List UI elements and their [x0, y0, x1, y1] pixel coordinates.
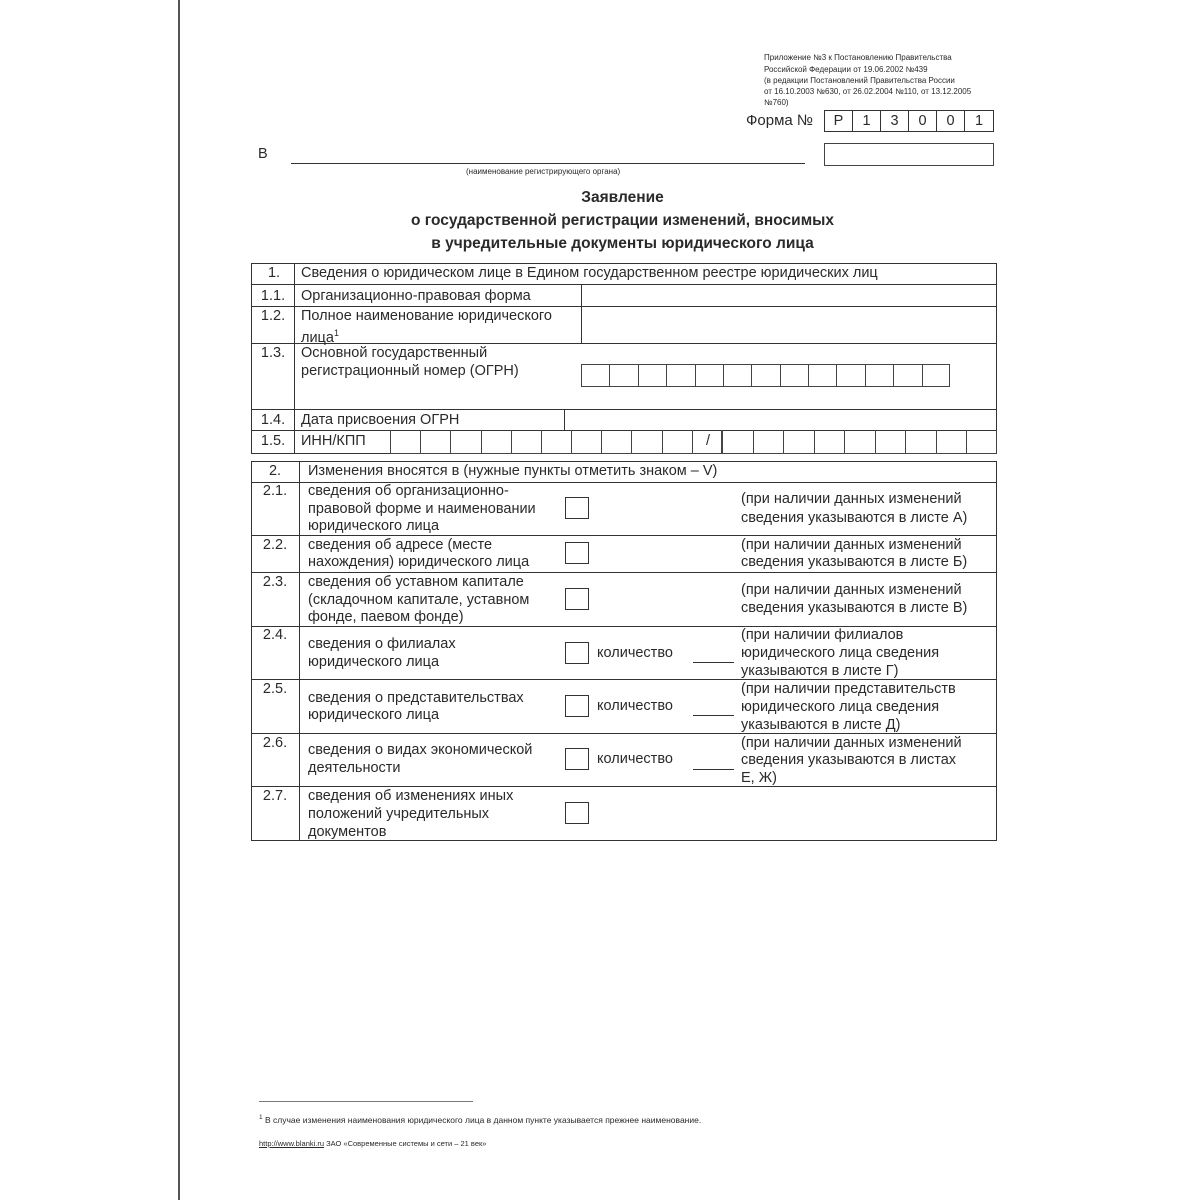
section2-row-line: [251, 786, 997, 787]
row-num: 2.2.: [262, 537, 288, 553]
change-desc: (складочном капитале, уставном: [308, 592, 530, 608]
appendix-line: Приложение №3 к Постановлению Правительства: [764, 53, 952, 62]
source-link[interactable]: http://www.blanki.ru: [259, 1139, 325, 1148]
form-title-line3: в учредительные документы юридического лица: [431, 235, 814, 252]
quantity-label: количество: [597, 751, 673, 767]
change-desc: сведения об организационно-: [308, 483, 509, 499]
change-desc: деятельности: [308, 760, 401, 776]
form-code-char: 3: [880, 110, 909, 132]
page-binding-line: [178, 0, 180, 1200]
char-cell[interactable]: [905, 430, 936, 454]
change-desc: сведения о представительствах: [308, 690, 524, 706]
change-note: сведения указываются в листе В): [741, 600, 968, 616]
char-cell[interactable]: [780, 364, 808, 387]
ogrn-label: Основной государственный: [301, 345, 488, 361]
appendix-line: Российской Федерации от 19.06.2002 №439: [764, 65, 928, 74]
section2-num: 2.: [268, 463, 282, 479]
authority-caption: (наименование регистрирующего органа): [466, 167, 621, 176]
checkbox-activities[interactable]: [565, 748, 589, 770]
checkbox-other[interactable]: [565, 802, 589, 824]
footnote: [259, 1112, 701, 1126]
change-desc: правовой форме и наименовании: [308, 501, 536, 517]
change-note: (при наличии данных изменений: [741, 537, 962, 553]
char-cell[interactable]: [875, 430, 906, 454]
change-desc: юридического лица: [308, 654, 440, 670]
change-desc: сведения об адресе (месте: [308, 537, 493, 553]
section2-num-divider: [299, 461, 300, 841]
char-cell[interactable]: [450, 430, 480, 454]
quantity-input-line[interactable]: [693, 662, 734, 663]
form-code-char: Р: [824, 110, 853, 132]
section1-row-line: [251, 343, 997, 344]
change-desc: юридического лица: [308, 518, 440, 534]
quantity-label: количество: [597, 645, 673, 661]
source-text: ЗАО «Современные системы и сети – 21 век»: [326, 1139, 487, 1148]
change-note: сведения указываются в листе Б): [741, 554, 968, 570]
kpp-input[interactable]: [722, 430, 997, 454]
footnote-mark: 1: [259, 1114, 263, 1121]
inn-kpp-separator: /: [706, 433, 711, 449]
section2-heading: Изменения вносятся в (нужные пункты отметить знаком – V): [308, 463, 718, 479]
change-note: (при наличии данных изменений: [741, 491, 962, 507]
change-desc: фонде, паевом фонде): [308, 609, 464, 625]
checkbox-representations[interactable]: [565, 695, 589, 717]
char-cell[interactable]: [922, 364, 950, 387]
appendix-line: (в редакции Постановлений Правительства России: [764, 76, 955, 85]
checkbox-org-form[interactable]: [565, 497, 589, 519]
char-cell[interactable]: [722, 430, 753, 454]
row-num: 1.1.: [260, 288, 286, 304]
form-number-label: Форма №: [746, 112, 814, 129]
row-num: 2.7.: [262, 788, 288, 804]
change-desc: сведения о видах экономической: [308, 742, 533, 758]
change-desc: юридического лица: [308, 707, 440, 723]
change-note: сведения указываются в листе А): [741, 510, 968, 526]
appendix-line: №760): [764, 98, 789, 107]
change-desc: сведения об уставном капитале: [308, 574, 524, 590]
change-note: юридического лица сведения: [741, 699, 940, 715]
char-cell[interactable]: [936, 430, 967, 454]
section1-heading: Сведения о юридическом лице в Едином государственном реестре юридических лиц: [301, 265, 878, 281]
ogrn-input[interactable]: [581, 364, 950, 387]
char-cell[interactable]: [666, 364, 694, 387]
section1-row-line: [251, 284, 997, 285]
row-num: 2.6.: [262, 735, 288, 751]
char-cell[interactable]: [836, 364, 864, 387]
inn-input[interactable]: [390, 430, 722, 454]
change-note: указываются в листе Д): [741, 717, 901, 733]
form-title-line1: Заявление: [581, 189, 664, 206]
change-desc: сведения об изменениях иных: [308, 788, 514, 804]
char-cell[interactable]: [662, 430, 692, 454]
change-note: указываются в листе Г): [741, 663, 899, 679]
row-num: 2.4.: [262, 627, 288, 643]
char-cell[interactable]: [814, 430, 845, 454]
full-name-label-line2: лица$^1$: [301, 328, 339, 346]
section1-row-line: [251, 409, 997, 410]
change-note: сведения указываются в листах: [741, 752, 957, 768]
ogrn-date-label: Дата присвоения ОГРН: [301, 412, 460, 428]
change-desc: документов: [308, 824, 387, 840]
char-cell[interactable]: [609, 364, 637, 387]
section1-value-divider: [564, 409, 565, 430]
quantity-input-line[interactable]: [693, 715, 734, 716]
appendix-line: от 16.10.2003 №630, от 26.02.2004 №110, от 13.12.2005: [764, 87, 972, 96]
char-cell[interactable]: [481, 430, 511, 454]
char-cell[interactable]: [783, 430, 814, 454]
char-cell[interactable]: [511, 430, 541, 454]
row-num: 1.2.: [260, 308, 286, 324]
inn-kpp-label: ИНН/КПП: [301, 433, 366, 449]
char-cell[interactable]: [893, 364, 921, 387]
char-cell[interactable]: [571, 430, 601, 454]
char-cell[interactable]: [631, 430, 661, 454]
change-note: (при наличии данных изменений: [741, 735, 962, 751]
change-desc: нахождения) юридического лица: [308, 554, 530, 570]
change-note: Е, Ж): [741, 770, 777, 786]
registration-box[interactable]: [824, 143, 994, 166]
char-cell[interactable]: [844, 430, 875, 454]
row-num: 2.1.: [262, 483, 288, 499]
char-cell[interactable]: [695, 364, 723, 387]
change-note: (при наличии данных изменений: [741, 582, 962, 598]
footnote-text: В случае изменения наименования юридического лица в данном пункте указывается прежнее наименование.: [265, 1114, 702, 1125]
char-cell[interactable]: [601, 430, 631, 454]
form-code-char: 0: [936, 110, 965, 132]
char-cell[interactable]: [753, 430, 784, 454]
row-num: 1.3.: [260, 345, 286, 361]
char-cell[interactable]: [865, 364, 893, 387]
row-num: 1.4.: [260, 412, 286, 428]
org-legal-form-label: Организационно-правовая форма: [301, 288, 531, 304]
source-line: [259, 1138, 486, 1149]
change-note: юридического лица сведения: [741, 645, 940, 661]
change-note: (при наличии представительств: [741, 681, 956, 697]
authority-input-line[interactable]: [291, 163, 805, 164]
checkbox-branches[interactable]: [565, 642, 589, 664]
checkbox-capital[interactable]: [565, 588, 589, 610]
row-num: 1.5.: [260, 433, 286, 449]
form-code-char: 1: [852, 110, 881, 132]
form-code-char: 0: [908, 110, 937, 132]
char-cell[interactable]: [808, 364, 836, 387]
checkbox-address[interactable]: [565, 542, 589, 564]
change-desc: сведения о филиалах: [308, 636, 456, 652]
quantity-label: количество: [597, 698, 673, 714]
quantity-input-line[interactable]: [693, 769, 734, 770]
char-cell[interactable]: [541, 430, 571, 454]
change-desc: положений учредительных: [308, 806, 490, 822]
row-num: 2.5.: [262, 681, 288, 697]
form-code-char: 1: [964, 110, 994, 132]
char-cell[interactable]: [966, 430, 997, 454]
char-cell[interactable]: [751, 364, 779, 387]
section1-num: 1.: [267, 265, 281, 281]
ogrn-label-line2: регистрационный номер (ОГРН): [301, 363, 519, 379]
section2-row-line: [251, 572, 997, 573]
row-num: 2.3.: [262, 574, 288, 590]
char-cell[interactable]: [420, 430, 450, 454]
full-name-label: Полное наименование юридического: [301, 308, 552, 324]
footnote-divider: [259, 1101, 473, 1102]
char-cell[interactable]: [581, 364, 609, 387]
form-title-line2: о государственной регистрации изменений, вносимых: [410, 212, 835, 229]
to-label: В: [258, 146, 268, 162]
char-cell[interactable]: [723, 364, 751, 387]
change-note: (при наличии филиалов: [741, 627, 904, 643]
section1-value-divider: [581, 284, 582, 343]
section1-row-line: [251, 306, 997, 307]
char-cell[interactable]: [638, 364, 666, 387]
char-cell[interactable]: [390, 430, 420, 454]
